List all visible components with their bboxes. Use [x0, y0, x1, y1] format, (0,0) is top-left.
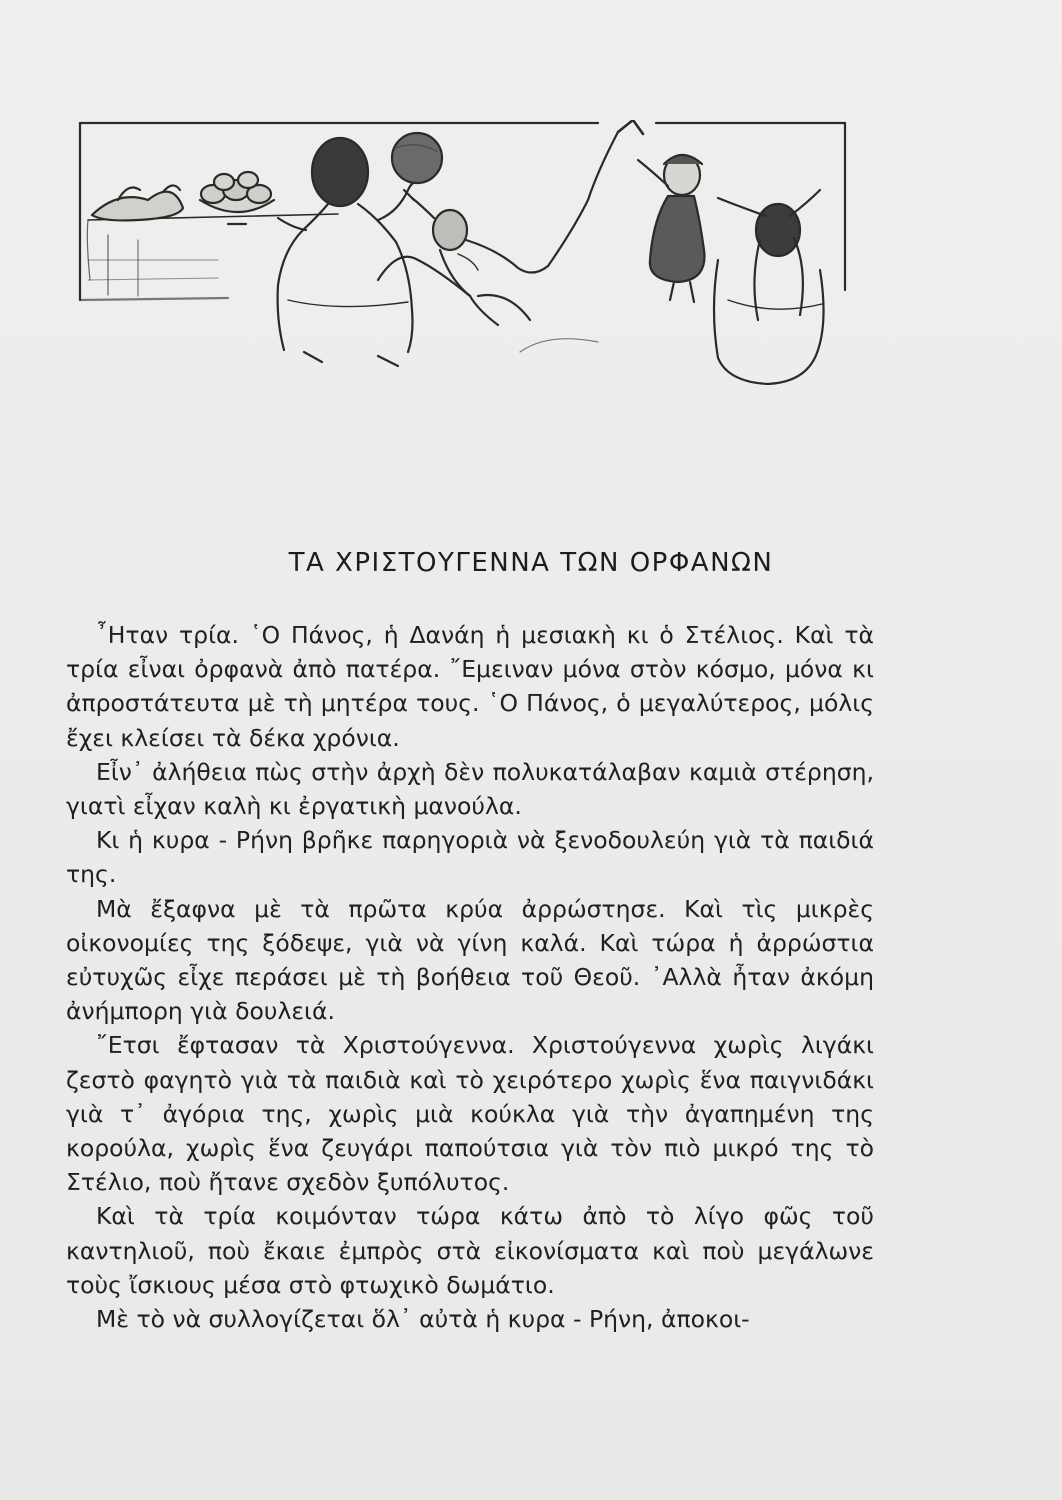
paragraph: Κι ἡ κυρα - Ρήνη βρῆκε παρηγοριὰ νὰ ξενοδουλεύη γιὰ τὰ παιδιά της. — [66, 826, 874, 889]
page-title: ΤΑ ΧΡΙΣΤΟΥΓΕΝΝΑ ΤΩΝ ΟΡΦΑΝΩΝ — [288, 548, 774, 578]
paragraph: ῎Ετσι ἔφτασαν τὰ Χριστούγεννα. Χριστούγεννα χωρὶς λιγάκι ζεστὸ φαγητὸ γιὰ τὰ παιδιὰ καὶ τὸ χειρότερο χωρὶς ἕνα παιγνιδάκι γιὰ τ᾽ ἀγόρια της, χωρὶς μιὰ κούκλα γιὰ τὴν ἀγαπημένη της κορούλα, χωρὶς ἕνα ζευγάρι παπούτσια γιὰ τὸν πιὸ μικρό της τὸ Στέλιο, ποὺ ἤτανε σχεδὸν ξυπόλυτος. — [66, 1031, 874, 1197]
paragraph: Καὶ τὰ τρία κοιμόνταν τώρα κάτω ἀπὸ τὸ λίγο φῶς τοῦ καντηλιοῦ, ποὺ ἔκαιε ἐμπρὸς στὰ εἰκονίσματα καὶ ποὺ μεγάλωνε τοὺς ἴσκιους μέσα στὸ φτωχικὸ δωμάτιο. — [66, 1202, 874, 1299]
paragraph: Εἶν᾽ ἀλήθεια πὼς στὴν ἀρχὴ δὲν πολυκατάλαβαν καμιὰ στέρηση, γιατὶ εἶχαν καλὴ κι ἐργατικὴ μανούλα. — [66, 757, 874, 821]
illustration — [78, 120, 847, 385]
story-text — [66, 618, 874, 1336]
children-playing-drawing — [78, 120, 847, 385]
paragraph: Μὲ τὸ νὰ συλλογίζεται ὅλ᾽ αὐτὰ ἡ κυρα - Ρήνη, ἀποκοι- — [96, 1305, 750, 1334]
paragraph: Μὰ ἔξαφνα μὲ τὰ πρῶτα κρύα ἀρρώστησε. Καὶ τὶς μικρὲς οἰκονομίες της ξόδεψε, γιὰ νὰ γίνη καλά. Καὶ τώρα ἡ ἀρρώστια εὐτυχῶς εἶχε περάσει μὲ τὴ βοήθεια τοῦ Θεοῦ. ᾿Αλλὰ ἦταν ἀκόμη ἀνήμπορη γιὰ δουλειά. — [66, 894, 874, 1026]
paragraph: ῏Ηταν τρία. ῾Ο Πάνος, ἡ Δανάη ἡ μεσιακὴ κι ὁ Στέλιος. Καὶ τὰ τρία εἶναι ὀρφανὰ ἀπὸ πατέρα. ῎Εμειναν μόνα στὸν κόσμο, μόνα κι ἀπροστάτευτα μὲ τὴ μητέρα τους. ῾Ο Πάνος, ὁ μεγαλύτερος, μόλις ἔχει κλείσει τὰ δέκα χρόνια. — [66, 621, 874, 752]
